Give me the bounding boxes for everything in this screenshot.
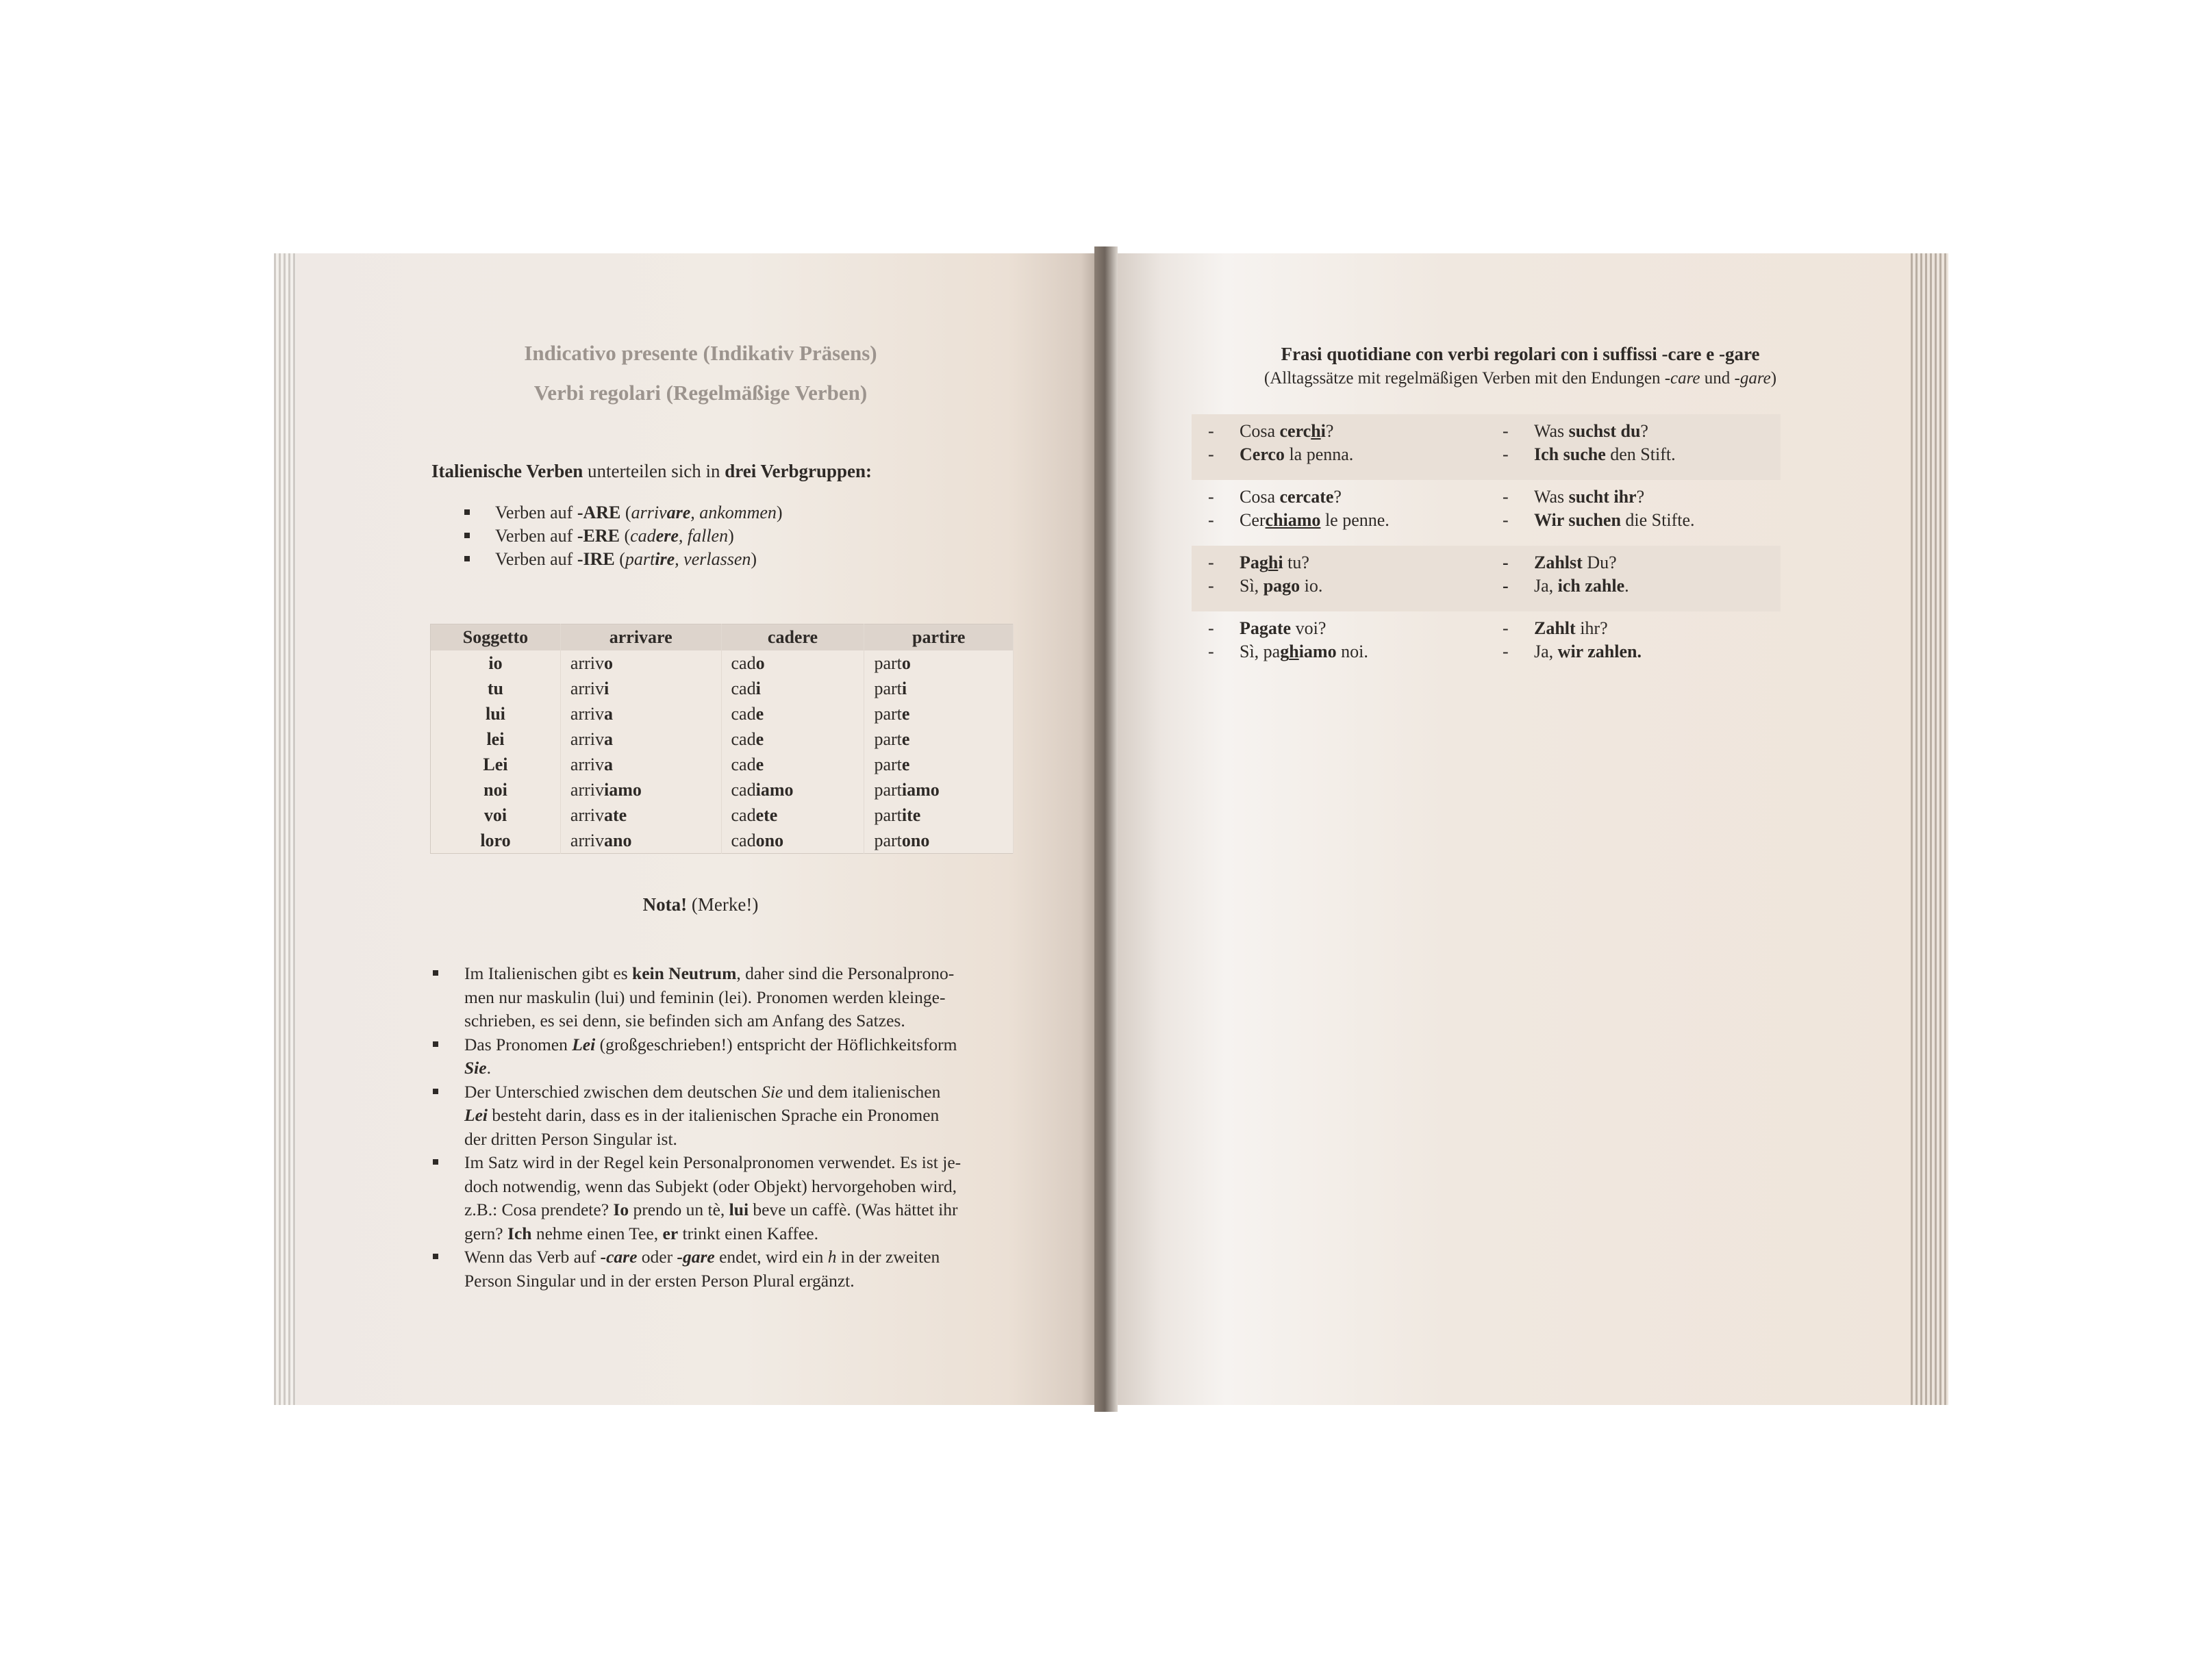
conjugation-cell: cadete: [721, 802, 864, 828]
verb-group-item: Verben auf -IRE (partire, verlassen): [464, 548, 783, 571]
phrase-line: - Zahlst Du?: [1486, 551, 1781, 574]
conjugation-cell: arriva: [560, 752, 721, 777]
phrase-line: - Was suchst du?: [1486, 420, 1781, 443]
square-bullet-icon: [433, 1159, 438, 1165]
italian-phrases: [1192, 414, 1486, 480]
page-edges-right: [1911, 253, 1948, 1405]
dash-bullet: -: [1503, 553, 1509, 572]
conjugation-cell: parto: [864, 650, 1014, 676]
conjugation-cell: parte: [864, 701, 1014, 726]
chapter-subtitle: Verbi regolari (Regelmäßige Verben): [533, 381, 868, 405]
square-bullet-icon: [433, 1089, 438, 1094]
dash-bullet: -: [1208, 487, 1214, 507]
verb-group-item: Verben auf -ARE (arrivare, ankommen): [464, 501, 783, 524]
italian-phrases: [1192, 480, 1486, 546]
phrase-line: - Zahlt ihr?: [1486, 617, 1781, 640]
table-row: [431, 828, 1014, 854]
chapter-title: Indicativo presente (Indikativ Präsens): [524, 341, 877, 365]
phrase-line: - Ja, wir zahlen.: [1486, 640, 1781, 663]
table-header-row: [431, 624, 1014, 651]
phrase-line: - Paghi tu?: [1192, 551, 1486, 574]
german-phrases: [1486, 480, 1781, 546]
conjugation-table: [430, 624, 1014, 854]
square-bullet-icon: [464, 509, 470, 515]
verb-group-list: [464, 501, 783, 571]
square-bullet-icon: [433, 970, 438, 976]
dash-bullet: -: [1208, 444, 1214, 464]
phrase-line: - Cerco la penna.: [1192, 443, 1486, 466]
subject-cell: Lei: [431, 752, 561, 777]
conjugation-cell: arriviamo: [560, 777, 721, 802]
subject-cell: lui: [431, 701, 561, 726]
table-header-cell: Soggetto: [431, 624, 561, 651]
italian-phrases: [1192, 546, 1486, 611]
phrases-subtitle: (Alltagssätze mit regelmäßigen Verben mit den Endungen -care und -gare): [1264, 369, 1777, 388]
notes-list: [433, 962, 1022, 1293]
square-bullet-icon: [464, 533, 470, 538]
conjugation-cell: cadi: [721, 676, 864, 701]
square-bullet-icon: [433, 1041, 438, 1047]
phrase-line: - Sì, pago io.: [1192, 574, 1486, 598]
table-row: [431, 726, 1014, 752]
conjugation-cell: cado: [721, 650, 864, 676]
conjugation-cell: arriva: [560, 726, 721, 752]
phrase-row: [1192, 546, 1781, 611]
german-phrases: [1486, 546, 1781, 611]
dash-bullet: -: [1208, 553, 1214, 572]
dash-bullet: -: [1208, 618, 1214, 638]
conjugation-cell: arrivate: [560, 802, 721, 828]
conjugation-cell: cadiamo: [721, 777, 864, 802]
conjugation-cell: cadono: [721, 828, 864, 854]
dash-bullet: -: [1503, 510, 1509, 530]
phrase-line: - Wir suchen die Stifte.: [1486, 509, 1781, 532]
phrase-row: [1192, 611, 1781, 677]
table-header-cell: cadere: [721, 624, 864, 651]
italian-phrases: [1192, 611, 1486, 677]
dash-bullet: -: [1503, 444, 1509, 464]
book-spine-gutter: [1094, 246, 1118, 1412]
conjugation-cell: arrivo: [560, 650, 721, 676]
table-row: [431, 802, 1014, 828]
german-phrases: [1486, 611, 1781, 677]
note-item: Im Italienischen gibt es kein Neutrum, daher sind die Personalprono- men nur maskulin (lui) und feminin (lei). Pronomen werden kleinge- schrieben, es sei denn, sie befinden sich am Anfang des Satzes.: [433, 962, 1022, 1033]
phrase-line: - Ich suche den Stift.: [1486, 443, 1781, 466]
dash-bullet: -: [1503, 642, 1509, 661]
table-row: [431, 650, 1014, 676]
square-bullet-icon: [433, 1254, 438, 1259]
german-phrases: [1486, 414, 1781, 480]
conjugation-cell: arriva: [560, 701, 721, 726]
dash-bullet: -: [1208, 642, 1214, 661]
dash-bullet: -: [1208, 510, 1214, 530]
table-body: [431, 650, 1014, 854]
phrase-line: - Cerchiamo le penne.: [1192, 509, 1486, 532]
dash-bullet: -: [1503, 576, 1509, 596]
phrase-line: - Was sucht ihr?: [1486, 485, 1781, 509]
subject-cell: io: [431, 650, 561, 676]
conjugation-cell: arrivano: [560, 828, 721, 854]
table-row: [431, 701, 1014, 726]
conjugation-cell: cade: [721, 726, 864, 752]
verb-group-item: Verben auf -ERE (cadere, fallen): [464, 524, 783, 548]
phrase-line: - Cosa cerchi?: [1192, 420, 1486, 443]
conjugation-cell: parti: [864, 676, 1014, 701]
phrases-title: Frasi quotidiane con verbi regolari con i suffissi -care e -gare: [1281, 344, 1760, 364]
square-bullet-icon: [464, 556, 470, 561]
page-edges-left: [274, 253, 299, 1405]
conjugation-cell: cade: [721, 752, 864, 777]
conjugation-cell: arrivi: [560, 676, 721, 701]
table-row: [431, 752, 1014, 777]
conjugation-cell: parte: [864, 752, 1014, 777]
dash-bullet: -: [1503, 487, 1509, 507]
table-row: [431, 676, 1014, 701]
conjugation-cell: cade: [721, 701, 864, 726]
dash-bullet: -: [1503, 421, 1509, 441]
phrase-row: [1192, 414, 1781, 480]
nota-heading: Nota! (Merke!): [642, 894, 759, 915]
phrase-line: - Ja, ich zahle.: [1486, 574, 1781, 598]
table-header-cell: arrivare: [560, 624, 721, 651]
conjugation-cell: partono: [864, 828, 1014, 854]
subject-cell: lei: [431, 726, 561, 752]
subject-cell: voi: [431, 802, 561, 828]
table-row: [431, 777, 1014, 802]
phrase-line: - Cosa cercate?: [1192, 485, 1486, 509]
intro-sentence: Italienische Verben unterteilen sich in drei Verbgruppen:: [431, 461, 872, 481]
subject-cell: noi: [431, 777, 561, 802]
dash-bullet: -: [1208, 421, 1214, 441]
note-item: Das Pronomen Lei (großgeschrieben!) entspricht der Höflichkeitsform Sie.: [433, 1033, 1022, 1080]
phrase-row: [1192, 480, 1781, 546]
phrase-line: - Pagate voi?: [1192, 617, 1486, 640]
table-header-cell: partire: [864, 624, 1014, 651]
conjugation-cell: partite: [864, 802, 1014, 828]
note-item: Im Satz wird in der Regel kein Personalpronomen verwendet. Es ist je- doch notwendig, wenn das Subjekt (oder Objekt) hervorgehoben wird, z.B.: Cosa prendete? Io prendo un tè, lui beve un caffè. (Was hättet ihr gern? Ich nehme einen Tee, er trinkt einen Kaffee.: [433, 1151, 1022, 1245]
dash-bullet: -: [1503, 618, 1509, 638]
phrase-line: - Sì, paghiamo noi.: [1192, 640, 1486, 663]
subject-cell: tu: [431, 676, 561, 701]
conjugation-cell: parte: [864, 726, 1014, 752]
dash-bullet: -: [1208, 576, 1214, 596]
subject-cell: loro: [431, 828, 561, 854]
note-item: Der Unterschied zwischen dem deutschen Sie und dem italienischen Lei besteht darin, dass es in der italienischen Sprache ein Pronomen der dritten Person Singular ist.: [433, 1080, 1022, 1152]
phrases-table: [1192, 414, 1781, 677]
conjugation-cell: partiamo: [864, 777, 1014, 802]
note-item: Wenn das Verb auf -care oder -gare endet, wird ein h in der zweiten Person Singular und in der ersten Person Plural ergänzt.: [433, 1245, 1022, 1293]
